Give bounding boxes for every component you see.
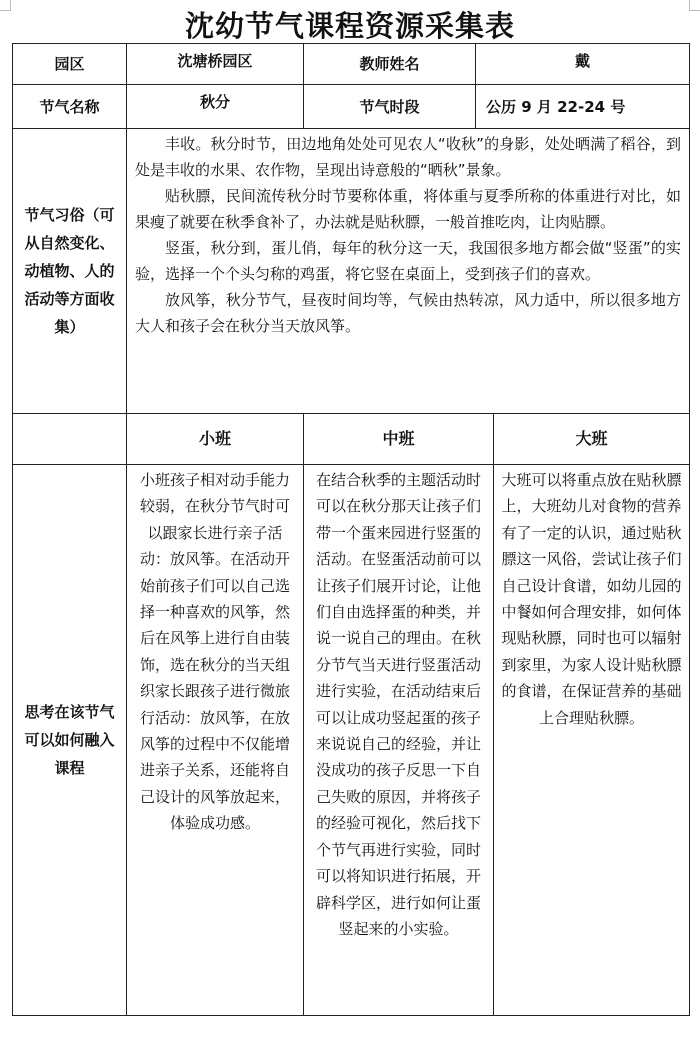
teacher-label: 教师姓名: [304, 44, 476, 85]
thinking-label: 思考在该节气可以如何融入课程: [13, 465, 127, 1016]
campus-value: 沈塘桥园区: [127, 44, 304, 85]
class-header-blank: [13, 414, 127, 465]
period-value: 公历 9 月 22-24 号: [476, 85, 690, 129]
teacher-value: 戴: [476, 44, 690, 85]
row-campus-teacher: [13, 44, 690, 85]
campus-label: 园区: [13, 44, 127, 85]
custom-paragraph-autumn-fat: 贴秋膘，民间流传秋分时节要称体重，将体重与夏季所称的体重进行对比，如果瘦了就要在秋季食补了，办法就是贴秋膘，一般首推吃肉，让肉贴膘。: [135, 187, 682, 231]
customs-content: [127, 129, 690, 414]
class-header-middle: 中班: [304, 414, 494, 465]
term-value: 秋分: [127, 85, 304, 129]
period-label: 节气时段: [304, 85, 476, 129]
thinking-small-class: 小班孩子相对动手能力较弱，在秋分节气时可以跟家长进行亲子活动：放风筝。在活动开始前孩子们可以自己选择一种喜欢的风筝，然后在风筝上进行自由装饰，选在秋分的当天组织家长跟孩子进行微旅行活动：放风筝，在放风筝的过程中不仅能增进亲子关系，还能将自己设计的风筝放起来，体验成功感。: [127, 465, 304, 1016]
thinking-large-class: 大班可以将重点放在贴秋膘上，大班幼儿对食物的营养有了一定的认识，通过贴秋膘这一风俗，尝试让孩子们自己设计食谱，如幼儿园的中餐如何合理安排，如何体现贴秋膘，同时也可以辐射到家里，为家人设计贴秋膘的食谱，在保证营养的基础上合理贴秋膘。: [494, 465, 690, 1016]
class-header-large: 大班: [494, 414, 690, 465]
class-header-small: 小班: [127, 414, 304, 465]
term-label: 节气名称: [13, 85, 127, 129]
custom-paragraph-harvest: 丰收。秋分时节，田边地角处处可见农人“收秋”的身影，处处晒满了稻谷，到处是丰收的水果、农作物，呈现出诗意般的“晒秋”景象。: [135, 135, 682, 179]
thinking-middle-class: 在结合秋季的主题活动时可以在秋分那天让孩子们带一个蛋来园进行竖蛋的活动。在竖蛋活动前可以让孩子们展开讨论，让他们自由选择蛋的种类，并说一说自己的理由。在秋分节气当天进行竖蛋活动进行实验，在活动结束后可以让成功竖起蛋的孩子来说说自己的经验，并让没成功的孩子反思一下自己失败的原因，并将孩子的经验可视化，然后找下个节气再进行实验，同时可以将知识进行拓展，开辟科学区，进行如何让蛋竖起来的小实验。: [304, 465, 494, 1016]
document-title: 沈幼节气课程资源采集表: [184, 9, 515, 43]
customs-label: 节气习俗（可从自然变化、动植物、人的活动等方面收集）: [13, 129, 127, 414]
row-thinking: [13, 465, 690, 1016]
custom-paragraph-egg-standing: 竖蛋，秋分到，蛋儿俏，每年的秋分这一天，我国很多地方都会做“竖蛋”的实验，选择一个个头匀称的鸡蛋，将它竖在桌面上，受到孩子们的喜欢。: [135, 239, 682, 283]
row-customs: [13, 129, 690, 414]
row-class-headers: [13, 414, 690, 465]
resource-collection-table: [12, 43, 690, 1016]
custom-paragraph-kite: 放风筝，秋分节气，昼夜时间均等，气候由热转凉，风力适中，所以很多地方大人和孩子会在秋分当天放风筝。: [135, 291, 682, 335]
row-term-period: [13, 85, 690, 129]
